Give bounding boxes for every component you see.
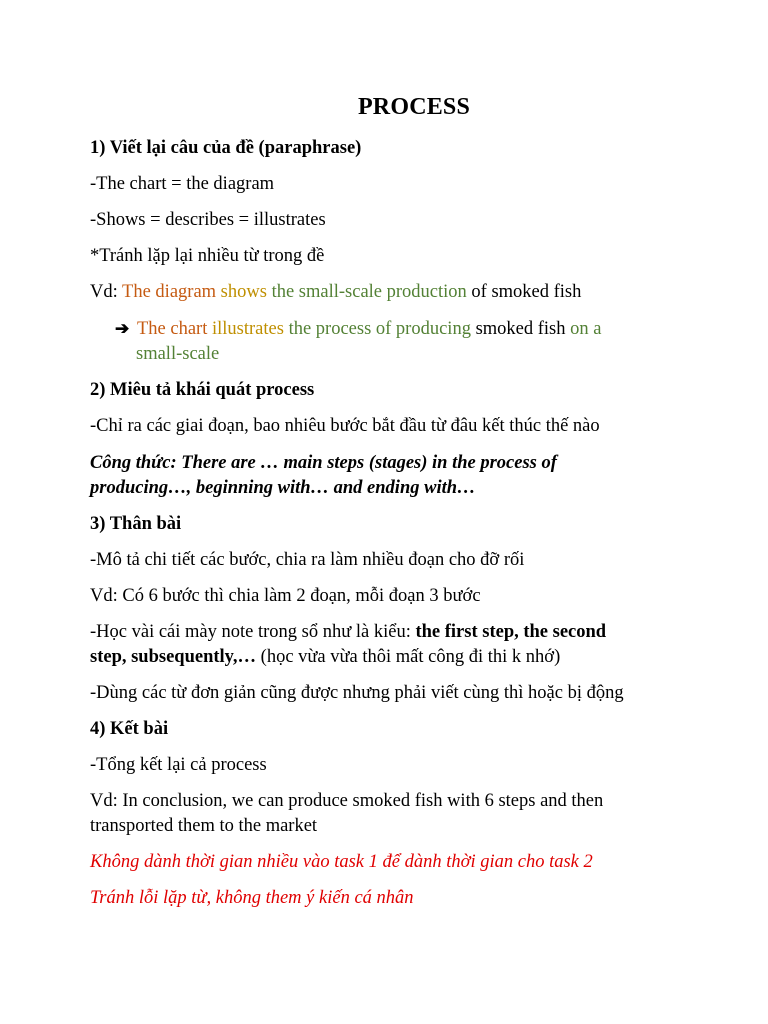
section-4-example-line-1: Vd: In conclusion, we can produce smoked fish with 6 steps and then xyxy=(90,791,604,811)
arrow-right-icon: ➔ xyxy=(115,319,130,338)
section-3-line-4: -Dùng các từ đơn giản cũng được nhưng phải viết cùng thì hoặc bị động xyxy=(90,683,624,703)
note-tip-text: -Học vài cái mày note trong sổ như là kiểu: xyxy=(90,622,416,642)
example-object: the small-scale production xyxy=(266,282,467,302)
section-3-line-3 xyxy=(90,620,606,645)
section-1-line-3: *Tránh lặp lại nhiều từ trong đề xyxy=(90,246,325,266)
example-rest: of smoked fish xyxy=(466,282,582,302)
section-3-heading: 3) Thân bài xyxy=(90,514,182,534)
paraphrase-verb: illustrates xyxy=(207,319,284,339)
section-3-line-2: Vd: Có 6 bước thì chia làm 2 đoạn, mỗi đoạn 3 bước xyxy=(90,586,481,606)
page-title: PROCESS xyxy=(357,94,471,120)
paraphrase-rest: smoked fish xyxy=(470,319,566,339)
warning-note-1: Không dành thời gian nhiều vào task 1 để dành thời gian cho task 2 xyxy=(90,852,593,872)
paraphrase-continuation: small-scale xyxy=(136,344,220,364)
section-1-line-2: -Shows = describes = illustrates xyxy=(90,210,326,230)
section-4-line-1: -Tổng kết lại cả process xyxy=(90,755,267,775)
section-3-line-1: -Mô tả chi tiết các bước, chia ra làm nhiều đoạn cho đỡ rối xyxy=(90,550,525,570)
section-4-heading: 4) Kết bài xyxy=(90,719,169,739)
section-2-line-1: -Chỉ ra các giai đoạn, bao nhiêu bước bắt đầu từ đâu kết thúc thế nào xyxy=(90,416,600,436)
section-1-heading: 1) Viết lại câu của đề (paraphrase) xyxy=(90,138,362,158)
formula-line-2: producing…, beginning with… and ending with… xyxy=(90,478,476,498)
section-1-example xyxy=(90,280,581,305)
section-2-heading: 2) Miêu tả khái quát process xyxy=(90,380,315,400)
section-1-line-1: -The chart = the diagram xyxy=(90,174,275,194)
paraphrase-subject: The chart xyxy=(137,319,208,339)
formula-line-1: Công thức: There are … main steps (stages) in the process of xyxy=(90,453,557,473)
example-verb: shows xyxy=(216,282,267,302)
note-tip-remark: (học vừa vừa thôi mất công đi thi k nhớ) xyxy=(256,647,561,667)
section-4-example-line-2: transported them to the market xyxy=(90,816,318,836)
note-tip-phrases: the first step, the second xyxy=(415,622,607,642)
paraphrase-scale: on a xyxy=(565,319,602,339)
section-3-line-3-cont xyxy=(90,645,560,670)
section-1-paraphrase xyxy=(115,316,601,342)
note-tip-phrases-cont: step, subsequently,… xyxy=(90,647,257,667)
paraphrase-object: the process of producing xyxy=(283,319,471,339)
example-subject: The diagram xyxy=(122,282,217,302)
example-prefix: Vd: xyxy=(90,282,123,302)
warning-note-2: Tránh lỗi lặp từ, không them ý kiến cá nhân xyxy=(90,888,414,908)
